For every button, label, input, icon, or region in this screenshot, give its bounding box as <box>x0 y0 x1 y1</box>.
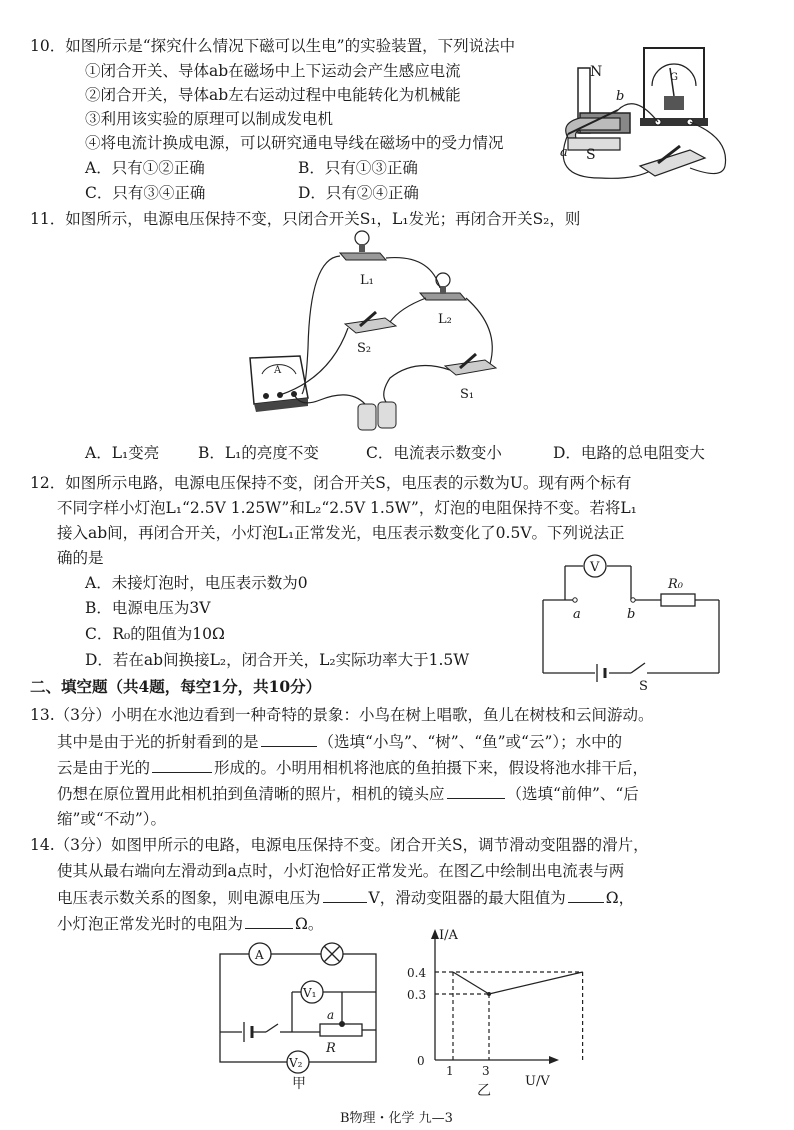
q14-line-3-b: V，滑动变阻器的最大阻值为 <box>368 889 566 907</box>
q10-pole-n: N <box>590 64 603 80</box>
graph-line-descending <box>453 972 489 994</box>
q10-figure <box>540 38 740 208</box>
q12-point-b: b <box>627 607 636 622</box>
q13-line-5: 缩”或“不动”）。 <box>57 810 167 828</box>
q14-point-a: a <box>327 1008 335 1022</box>
q14-v1-label: V₁ <box>303 986 317 1000</box>
q13-line-2 <box>57 730 622 753</box>
q10-pole-s: S <box>586 147 596 163</box>
q14-line-4 <box>57 912 323 935</box>
q14-line-3-a: 电压表示数关系的图象，则电源电压为 <box>57 889 321 907</box>
q14-line-3 <box>57 886 634 909</box>
q11-s2-label: S₂ <box>357 341 372 356</box>
q10-option-c: C．只有③④正确 <box>85 184 206 202</box>
q10-statement-2: ②闭合开关，导体ab左右运动过程中电能转化为机械能 <box>85 86 461 104</box>
q11-figure <box>240 228 540 438</box>
q14-caption-jia: 甲 <box>292 1076 306 1092</box>
q12-voltmeter-label: V <box>590 560 600 575</box>
q13-line-3-b: 形成的。小明用相机将池底的鱼拍摄下来，假设将池水排干后， <box>214 759 649 777</box>
section-title: 二、填空题（共4题，每空1分，共10分） <box>30 677 322 696</box>
q14-graph-xlabel: U/V <box>525 1074 550 1089</box>
q11-l2-label: L₂ <box>438 312 452 327</box>
q14-line-3-c: Ω， <box>605 889 635 907</box>
q12-circuit-figure <box>535 548 725 694</box>
q10-statement-1: ①闭合开关、导体ab在磁场中上下运动会产生感应电流 <box>85 62 461 80</box>
q14-graph-ylabel: I/A <box>439 928 458 943</box>
q11-l1-label: L₁ <box>360 273 374 288</box>
q13-line-4-a: 仍想在原位置用此相机拍到鱼清晰的照片，相机的镜头应 <box>57 785 445 803</box>
q14-graph-x-3: 3 <box>482 1064 490 1078</box>
q13-line-1: 13.（3分）小明在水池边看到一种奇特的景象：小鸟在树上唱歌，鱼儿在树枝和云间游动。 <box>30 706 654 724</box>
q14-v2-label: V₂ <box>289 1056 303 1070</box>
q12-line-3: 接入ab间，再闭合开关，小灯泡L₁正常发光，电压表示数变化了0.5V。下列说法正 <box>57 524 625 542</box>
q14-circuit-figure <box>212 942 382 1092</box>
q12-option-c: C．R₀的阻值为10Ω <box>85 625 225 643</box>
q12-line-4: 确的是 <box>57 549 104 567</box>
q10-option-d: D．只有②④正确 <box>298 184 419 202</box>
q14-line-2: 使其从最右端向左滑动到a点时，小灯泡恰好正常发光。在图乙中绘制出电流表与两 <box>57 862 625 880</box>
q12-line-2: 不同字样小灯泡L₁“2.5V 1.25W”和L₂“2.5V 1.5W”，灯泡的电阻保持不变。若将L₁ <box>57 499 637 517</box>
q11-option-a: A．L₁变亮 <box>85 444 160 462</box>
q12-r0-label: R₀ <box>668 577 683 592</box>
q10-statement-3: ③利用该实验的原理可以制成发电机 <box>85 110 334 128</box>
q14-blank-3[interactable] <box>245 912 293 929</box>
q11-option-d: D．电路的总电阻变大 <box>553 444 705 462</box>
q12-switch-label: S <box>639 679 648 694</box>
q10-statement-4: ④将电流计换成电源，可以研究通电导线在磁场中的受力情况 <box>85 134 504 152</box>
q14-graph-x-1: 1 <box>446 1064 454 1078</box>
q11-option-b: B．L₁的亮度不变 <box>198 444 319 462</box>
q10-option-b: B．只有①③正确 <box>298 159 418 177</box>
q10-point-b: b <box>616 89 625 104</box>
q10-meter-label: G <box>670 72 678 83</box>
q14-caption-yi: 乙 <box>477 1083 491 1099</box>
q14-graph-y-0.3: 0.3 <box>407 988 427 1002</box>
q14-blank-1[interactable] <box>323 886 367 903</box>
q12-point-a: a <box>573 607 581 622</box>
q14-graph-curves <box>435 972 583 1060</box>
q12-line-1: 12．如图所示电路，电源电压保持不变，闭合开关S，电压表的示数为U。现有两个标有 <box>30 474 632 492</box>
q14-line-4-b: Ω。 <box>295 915 324 933</box>
q14-graph-origin: 0 <box>417 1054 425 1068</box>
q13-blank-1[interactable] <box>261 730 317 747</box>
q10-point-a: a <box>560 145 568 160</box>
q13-blank-3[interactable] <box>447 782 505 799</box>
page-footer: B物理・化学 九—3 <box>340 1111 453 1126</box>
q10-stem: 10．如图所示是“探究什么情况下磁可以生电”的实验装置，下列说法中 <box>30 37 516 55</box>
q14-ammeter-label: A <box>255 948 264 962</box>
q11-stem: 11．如图所示，电源电压保持不变，只闭合开关S₁，L₁发光；再闭合开关S₂，则 <box>30 210 581 228</box>
q13-line-2-a: 其中是由于光的折射看到的是 <box>57 733 259 751</box>
q10-option-a: A．只有①②正确 <box>85 159 205 177</box>
q12-option-b: B．电源电压为3V <box>85 599 211 617</box>
q14-graph-y-0.4: 0.4 <box>407 966 427 980</box>
q14-line-4-a: 小灯泡正常发光时的电阻为 <box>57 915 244 933</box>
graph-line-ascending <box>489 972 583 994</box>
q11-s1-label: S₁ <box>460 387 475 402</box>
q11-ammeter-label: A <box>274 365 282 376</box>
graph-intersection-point <box>487 992 491 996</box>
q14-graph-figure <box>395 925 575 1100</box>
q14-blank-2[interactable] <box>568 886 604 903</box>
q13-blank-2[interactable] <box>152 756 212 773</box>
q13-line-4-b: （选填“前伸”、“后 <box>506 785 639 803</box>
q13-line-4 <box>57 782 639 805</box>
q12-option-d: D．若在ab间换接L₂，闭合开关，L₂实际功率大于1.5W <box>85 651 470 669</box>
q12-option-a: A．未接灯泡时，电压表示数为0 <box>85 574 308 592</box>
q13-line-3 <box>57 756 648 779</box>
q11-option-c: C．电流表示数变小 <box>366 444 502 462</box>
q13-line-2-b: （选填“小鸟”、“树”、“鱼”或“云”）；水中的 <box>318 733 623 751</box>
q13-line-3-a: 云是由于光的 <box>57 759 151 777</box>
q14-line-1: 14.（3分）如图甲所示的电路，电源电压保持不变。闭合开关S，调节滑动变阻器的滑片， <box>30 836 649 854</box>
q14-resistor-label: R <box>326 1041 336 1056</box>
